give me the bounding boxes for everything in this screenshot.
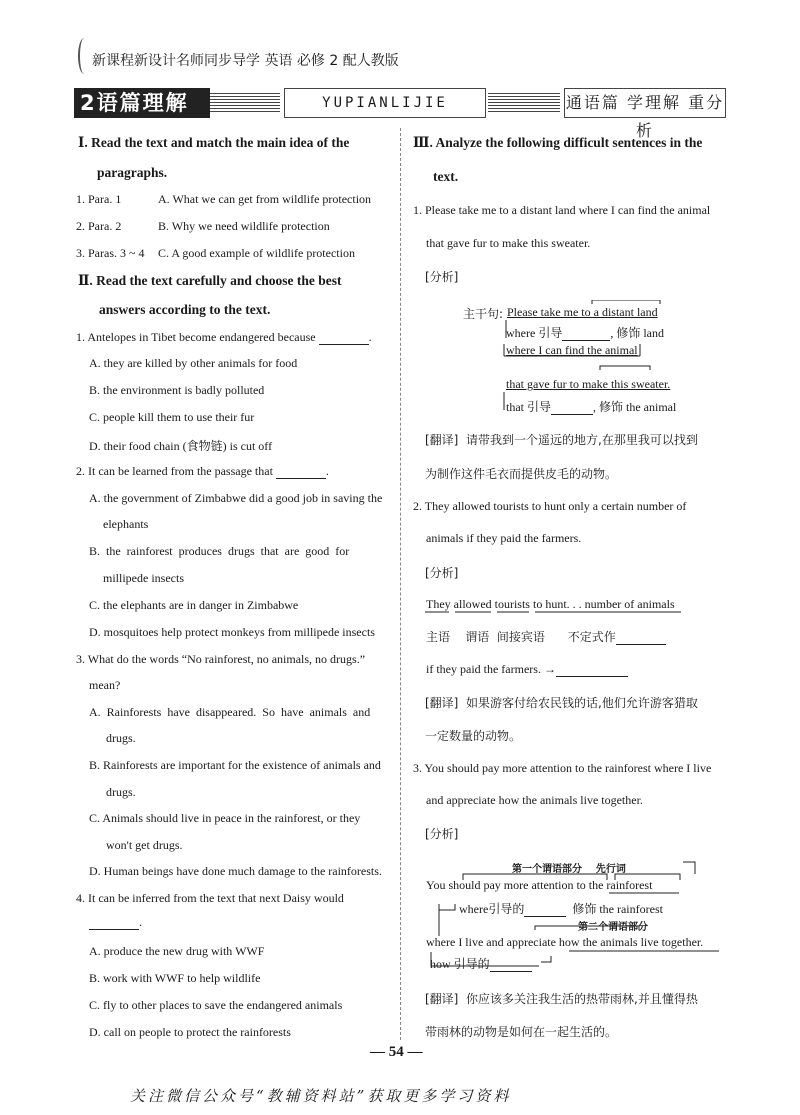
match-num-2: 2. Para. 2 <box>76 219 122 233</box>
d3-how-note: how 引导的 <box>430 955 532 972</box>
d2-sentence: They allowed tourists to hunt. . . number of animals <box>426 597 675 611</box>
section-banner <box>74 88 726 140</box>
translation-tag-1: [翻译] 请带我到一个遥远的地方,在那里我可以找到 <box>425 433 698 447</box>
q1-option-c: C. people kill them to use their fur <box>89 410 255 424</box>
sec3-title: Ⅲ. Analyze the following difficult sentences in the <box>413 135 703 150</box>
sentence-3: 3. You should pay more attention to the rainforest where I live <box>413 761 712 775</box>
match-text-2: B. Why we need wildlife protection <box>158 219 330 233</box>
sentence-2-cont: animals if they paid the farmers. <box>426 531 582 545</box>
q1-option-d: D. their food chain (食物链) is cut off <box>89 439 273 453</box>
q3-option-d: D. Human beings have done much damage to the rainforests. <box>89 864 382 878</box>
d1-where-note: where 引导 , 修饰 land <box>506 326 664 340</box>
sec2-title-2: answers according to the text. <box>99 302 271 317</box>
d1-that-note: that 引导 , 修饰 the animal <box>506 400 677 414</box>
question-3-cont: mean? <box>89 678 121 692</box>
d3-line-1: You should pay more attention to the rainforest <box>426 878 653 892</box>
question-4: 4. It can be inferred from the text that next Daisy would <box>76 891 344 905</box>
banner-hatch <box>210 92 280 112</box>
d3-brackets <box>425 858 725 978</box>
header-decoration <box>78 38 90 74</box>
q3-option-a: A. Rainforests have disappeared. So have animals and <box>89 705 371 719</box>
q2-option-c: C. the elephants are in danger in Zimbabwe <box>89 598 299 612</box>
question-4-blank: . <box>89 915 142 930</box>
match-num-1: 1. Para. 1 <box>76 192 122 206</box>
q4-option-b: B. work with WWF to help wildlife <box>89 971 261 985</box>
q3-option-b-cont: drugs. <box>106 785 136 799</box>
q2-option-a: A. the government of Zimbabwe did a good job in saving the <box>89 491 383 505</box>
q2-option-d: D. mosquitoes help protect monkeys from millipede insects <box>89 625 375 639</box>
page-number: — 54 — <box>370 1044 423 1060</box>
question-1: 1. Antelopes in Tibet become endangered because . <box>76 330 372 344</box>
d1-clause-1: where I can find the animal <box>506 343 638 357</box>
sentence-2: 2. They allowed tourists to hunt only a certain number of <box>413 499 687 513</box>
match-text-3: C. A good example of wildlife protection <box>158 246 355 260</box>
d3-where-note: where引导的 修饰 the rainforest <box>459 902 663 916</box>
q3-option-b: B. Rainforests are important for the existence of animals and <box>89 758 381 772</box>
q3-option-a-cont: drugs. <box>106 731 136 745</box>
q1-option-a: A. they are killed by other animals for food <box>89 356 298 370</box>
d1-main-label: 主干句: <box>463 307 504 321</box>
book-title: 新课程新设计名师同步导学 英语 必修 2 配人教版 <box>92 53 399 69</box>
sentence-3-cont: and appreciate how the animals live together. <box>426 793 643 807</box>
d2-labels: 主语 谓语 间接宾语 不定式作 <box>426 628 666 645</box>
translation-tag-3: [翻译] 你应该多关注我生活的热带雨林,并且懂得热 <box>425 992 698 1006</box>
translation-3-cont: 带雨林的动物是如何在一起生活的。 <box>425 1025 618 1039</box>
sec1-title-2: paragraphs. <box>97 165 168 180</box>
q3-option-c: C. Animals should live in peace in the rainforest, or they <box>89 811 361 825</box>
sentence-1: 1. Please take me to a distant land where I can find the animal <box>413 203 711 217</box>
column-divider <box>400 128 401 1040</box>
sec3-title-2: text. <box>433 169 459 184</box>
translation-2-cont: 一定数量的动物。 <box>425 729 522 743</box>
banner-right: 通语篇 学理解 重分析 <box>564 88 726 118</box>
d1-brackets <box>500 300 710 415</box>
analysis-tag-2: [分析] <box>425 566 459 580</box>
footer-note: 关注微信公众号“教辅资料站”获取更多学习资料 <box>130 1087 512 1105</box>
q4-option-a: A. produce the new drug with WWF <box>89 944 265 958</box>
question-2: 2. It can be learned from the passage that . <box>76 464 329 478</box>
d3-second-label: 第二个谓语部分 <box>578 922 648 933</box>
match-text-1: A. What we can get from wildlife protection <box>158 192 372 206</box>
d3-line-2: where I live and appreciate how the animals live together. <box>426 935 704 949</box>
question-3: 3. What do the words “No rainforest, no animals, no drugs.” <box>76 652 366 666</box>
analysis-tag-1: [分析] <box>425 270 459 284</box>
d2-underlines <box>425 610 685 616</box>
banner-left: 2语篇理解 <box>74 88 210 118</box>
q4-option-c: C. fly to other places to save the endangered animals <box>89 998 343 1012</box>
banner-hatch-2 <box>488 92 560 112</box>
q3-option-c-cont: won't get drugs. <box>106 838 183 852</box>
q2-option-a-cont: elephants <box>103 517 149 531</box>
d1-clause-2: that gave fur to make this sweater. <box>506 377 671 391</box>
d1-main-sentence: Please take me to a distant land <box>507 305 658 319</box>
d3-top-labels: 第一个谓语部分 先行词 <box>512 864 626 875</box>
sec1-title: Ⅰ. Read the text and match the main idea of the <box>78 135 350 150</box>
analysis-tag-3: [分析] <box>425 827 459 841</box>
sec2-title: Ⅱ. Read the text carefully and choose the best <box>78 273 342 288</box>
q1-option-b: B. the environment is badly polluted <box>89 383 265 397</box>
q2-option-b: B. the rainforest produces drugs that are good for <box>89 544 350 558</box>
q2-option-b-cont: millipede insects <box>103 571 184 585</box>
d2-if-clause: if they paid the farmers. → <box>426 662 628 677</box>
match-num-3: 3. Paras. 3 ~ 4 <box>76 246 145 260</box>
banner-middle: YUPIANLIJIE <box>284 88 486 118</box>
q4-option-d: D. call on people to protect the rainforests <box>89 1025 291 1039</box>
sentence-1-cont: that gave fur to make this sweater. <box>426 236 591 250</box>
translation-1-cont: 为制作这件毛衣而提供皮毛的动物。 <box>425 467 618 481</box>
translation-tag-2: [翻译] 如果游客付给农民钱的话,他们允许游客猎取 <box>425 696 698 710</box>
